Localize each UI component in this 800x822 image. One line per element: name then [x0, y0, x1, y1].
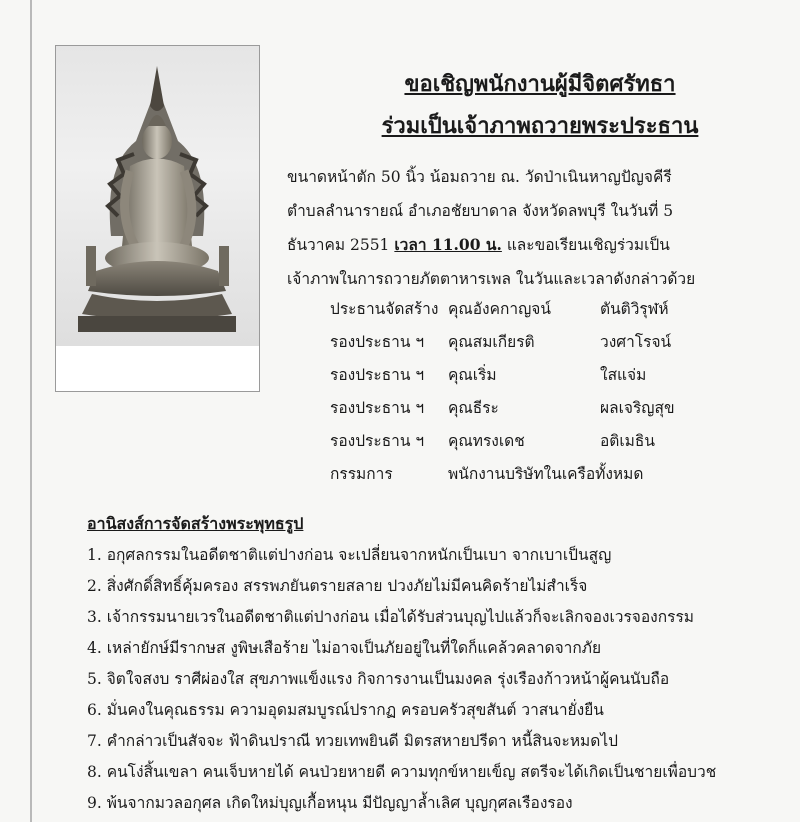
committee-name: คุณทรงเดช [448, 432, 525, 450]
benefit-item: 8. คนโง่สิ้นเขลา คนเจ็บหายได้ คนป่วยหายดี ความทุกข์หายเข็ญ สตรีจะได้เกิดเป็นชายเพื่อบวช [87, 763, 717, 781]
committee-role: ประธานจัดสร้าง [330, 300, 439, 318]
committee-name: คุณอังคกาญจน์ [448, 300, 551, 318]
committee-role: กรรมการ [330, 465, 393, 483]
benefits-heading: อานิสงส์การจัดสร้างพระพุทธรูป [87, 514, 304, 533]
committee-role: รองประธาน ฯ [330, 333, 425, 351]
intro-line: เจ้าภาพในการถวายภัตตาหารเพล ในวันและเวลาดังกล่าวด้วย [287, 270, 696, 288]
intro-line [287, 228, 792, 262]
intro-paragraph [287, 160, 792, 296]
committee-surname: ใสแจ่ม [600, 366, 647, 384]
committee-name: คุณสมเกียรติ [448, 333, 535, 351]
benefit-item: 9. พ้นจากมวลอกุศล เกิดใหม่บุญเกื้อหนุน มีปัญญาล้ำเลิศ บุญกุศลเรืองรอง [87, 794, 573, 812]
benefit-item: 2. สิ่งศักดิ์สิทธิ์คุ้มครอง สรรพภยันตรายสลาย ปวงภัยไม่มีคนคิดร้ายไม่สำเร็จ [87, 577, 588, 595]
committee-name: คุณธีระ [448, 399, 499, 417]
benefit-item: 4. เหล่ายักษ์มีรากษส งูพิษเสือร้าย ไม่อาจเป็นภัยอยู่ในที่ใดก็แคล้วคลาดจากภัย [87, 639, 602, 657]
committee-role: รองประธาน ฯ [330, 399, 425, 417]
committee-surname: ผลเจริญสุข [600, 399, 675, 417]
committee-name: พนักงานบริษัทในเครือทั้งหมด [448, 465, 644, 483]
buddha-photo-frame [55, 45, 260, 392]
benefit-item: 1. อกุศลกรรมในอดีตชาติแต่ปางก่อน จะเปลี่ยนจากหนักเป็นเบา จากเบาเป็นสูญ [87, 546, 612, 564]
page-margin-rule [30, 0, 32, 822]
time-highlight: เวลา 11.00 น. [394, 235, 502, 254]
benefits-list [87, 540, 716, 819]
page-title: ขอเชิญพนักงานผู้มีจิตศรัทธา [404, 71, 676, 97]
benefit-item: 7. คำกล่าวเป็นสัจจะ ฟ้าดินปราณี ทวยเทพยินดี มิตรสหายปรีดา หนี้สินจะหมดไป [87, 732, 618, 750]
committee-role: รองประธาน ฯ [330, 432, 425, 450]
committee-surname: วงศาโรจน์ [600, 333, 672, 351]
committee-role: รองประธาน ฯ [330, 366, 425, 384]
intro-line: ขนาดหน้าตัก 50 นิ้ว น้อมถวาย ณ. วัดป่าเนินหาญปัญจคีรี [287, 168, 672, 186]
buddha-statue-photo [56, 46, 259, 346]
benefit-item: 6. มั่นคงในคุณธรรม ความอุดมสมบูรณ์ปรากฏ ครอบครัวสุขสันต์ วาสนายั่งยืน [87, 701, 604, 719]
committee-surname: ตันติวิรุฬห์ [600, 300, 669, 318]
page-subtitle: ร่วมเป็นเจ้าภาพถวายพระประธาน [381, 113, 699, 139]
benefit-item: 5. จิตใจสงบ ราศีผ่องใส สุขภาพแข็งแรง กิจการงานเป็นมงคล รุ่งเรืองก้าวหน้าผู้คนนับถือ [87, 670, 670, 688]
committee-surname: อติเมธิน [600, 432, 655, 450]
benefit-item: 3. เจ้ากรรมนายเวรในอดีตชาติแต่ปางก่อน เมื่อได้รับส่วนบุญไปแล้วก็จะเลิกจองเวรจองกรรม [87, 608, 694, 626]
intro-line: ตำบลลำนารายณ์ อำเภอชัยบาดาล จังหวัดลพบุรี ในวันที่ 5 [287, 202, 674, 220]
intro-date-text: ธันวาคม 2551 [287, 236, 395, 254]
committee-name: คุณเริ่ม [448, 366, 497, 384]
intro-invite-text: และขอเรียนเชิญร่วมเป็น [501, 236, 670, 254]
